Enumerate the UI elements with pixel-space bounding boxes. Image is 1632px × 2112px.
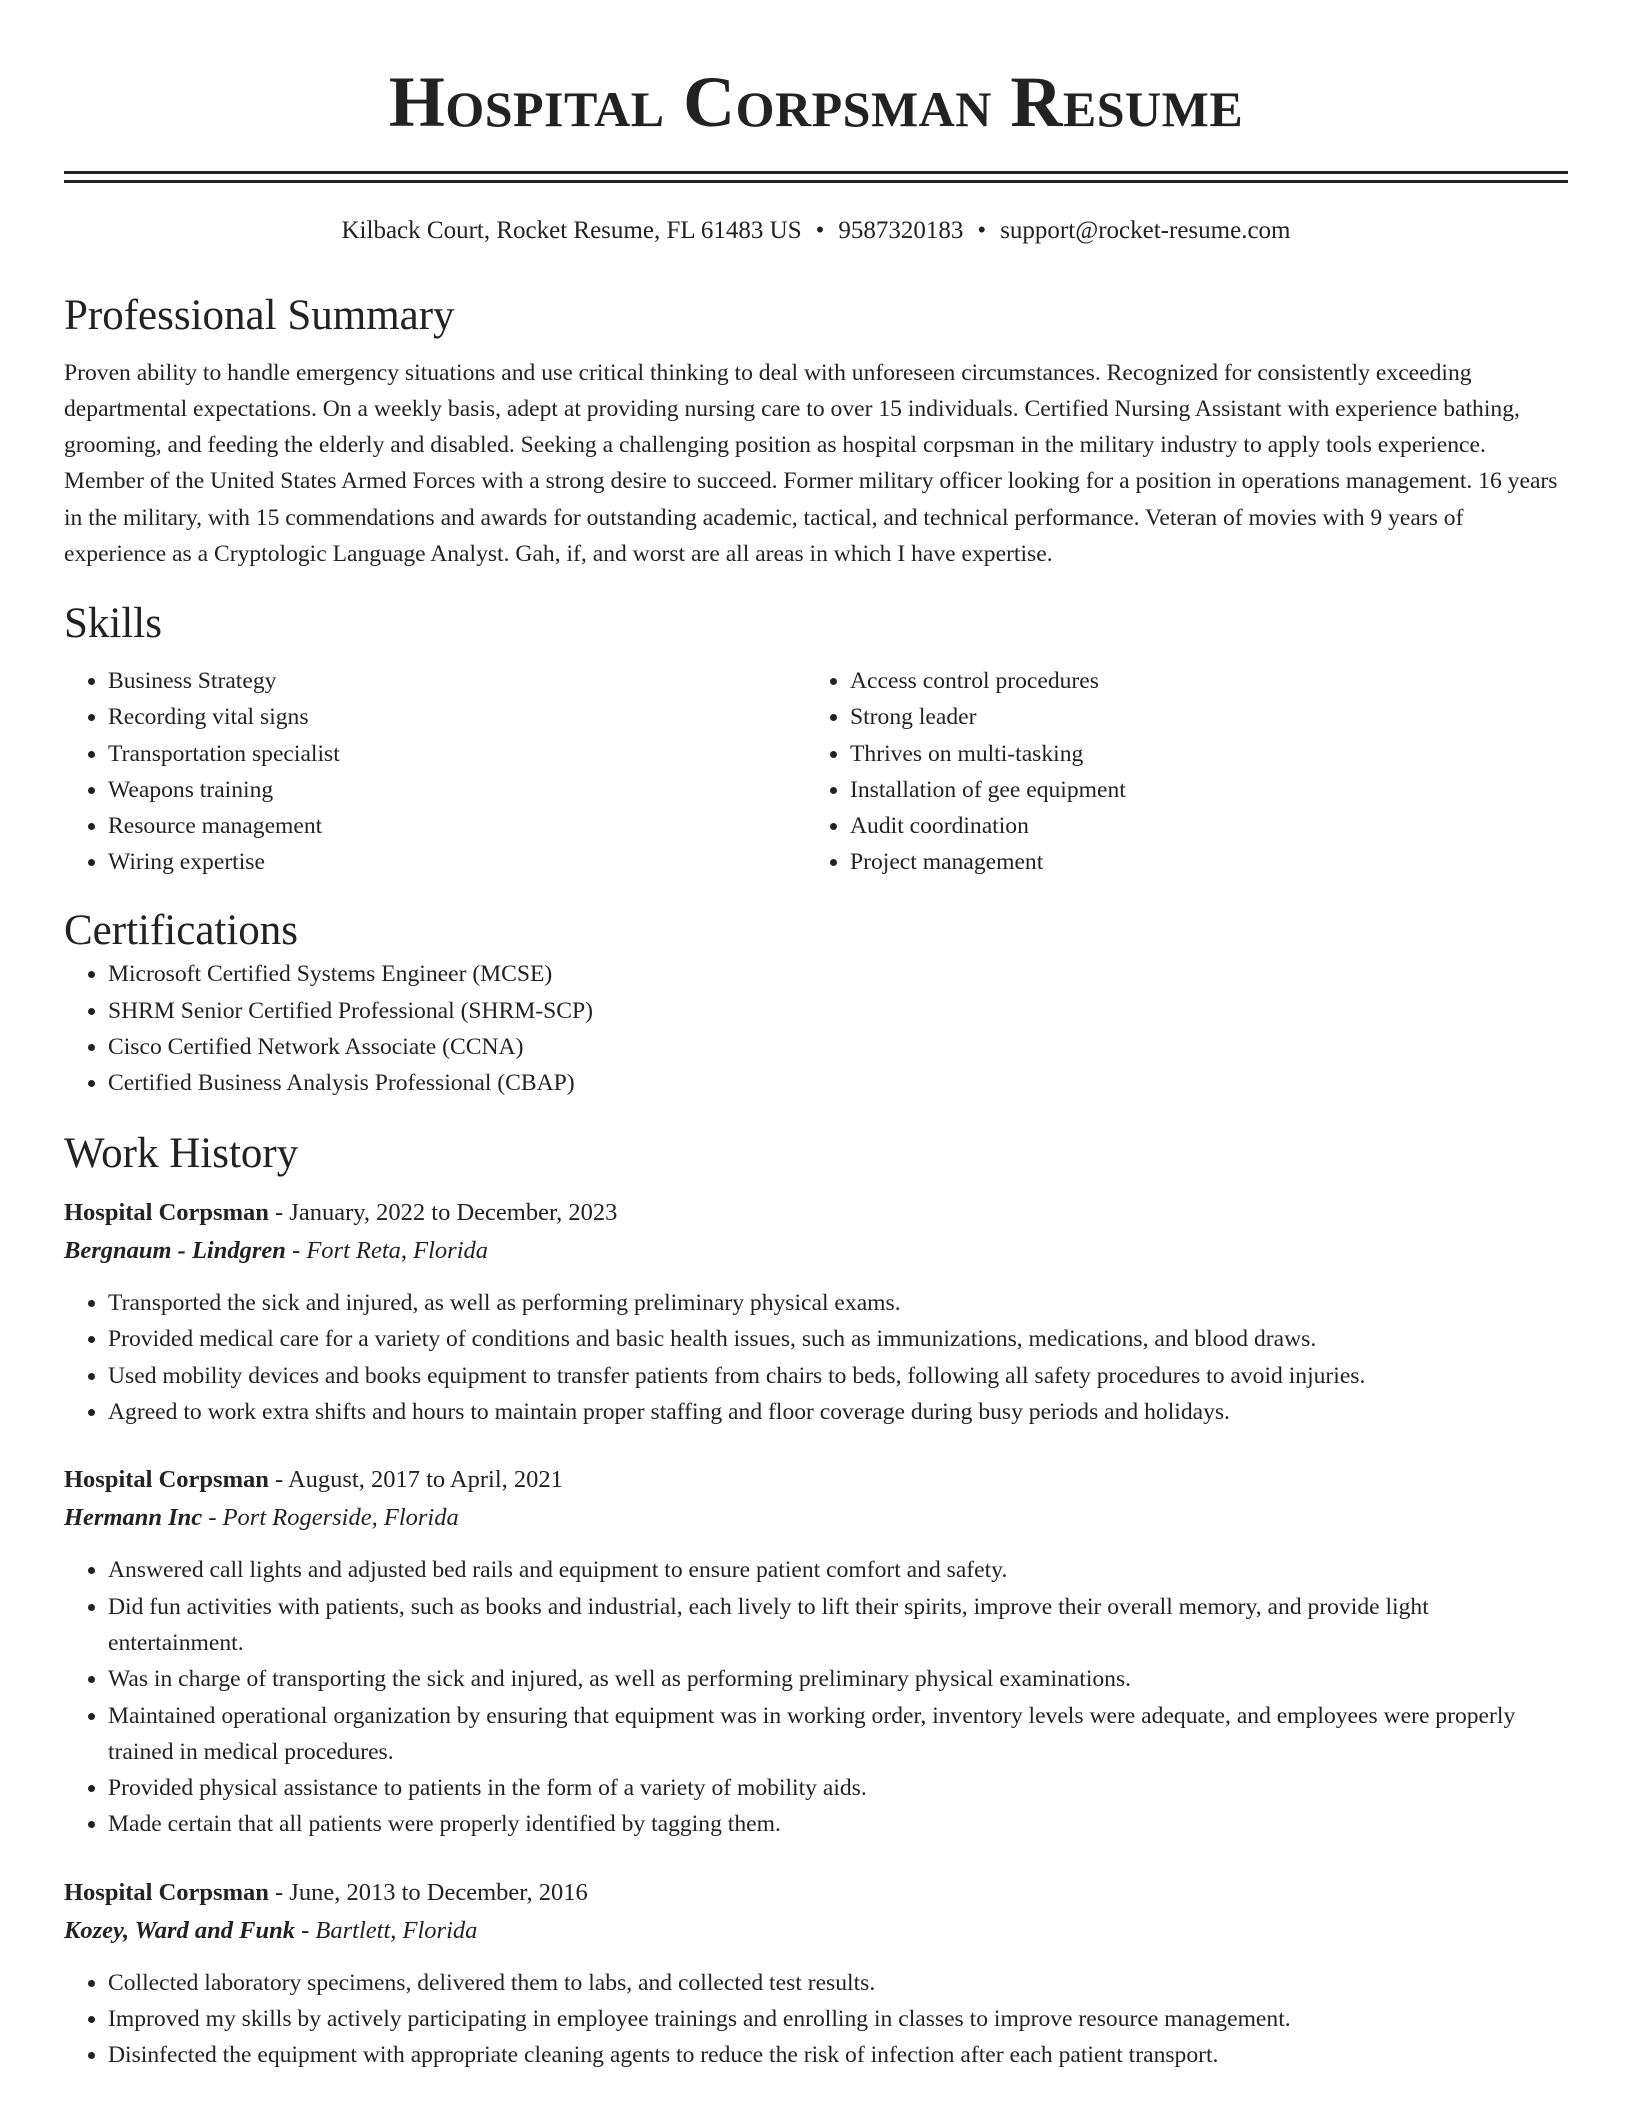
skill-item: • Project management: [850, 844, 1550, 880]
certifications-list: [64, 956, 1568, 1101]
job-entry: [64, 1461, 1568, 1842]
contact-email: support@rocket-resume.com: [1000, 217, 1291, 244]
job-duty: • Disinfected the equipment with appropriate cleaning agents to reduce the risk of infection after each patient transport.: [108, 2037, 1568, 2073]
skill-item: • Business Strategy: [108, 663, 806, 699]
job-title: Hospital Corpsman: [64, 1878, 269, 1906]
skill-item: • Thrives on multi-tasking: [850, 736, 1550, 772]
job-duty: • Improved my skills by actively participating in employee trainings and enrolling in classes to improve resource management.: [108, 2001, 1568, 2037]
job-header: [64, 1461, 1568, 1499]
certification-item: • Cisco Certified Network Associate (CCNA): [108, 1029, 1568, 1065]
job-dates: - June, 2013 to December, 2016: [268, 1878, 588, 1906]
certification-item: • Microsoft Certified Systems Engineer (MCSE): [108, 956, 1568, 992]
skill-item: • Wiring expertise: [108, 844, 806, 880]
job-company: Kozey, Ward and Funk: [64, 1916, 295, 1944]
job-dates: - August, 2017 to April, 2021: [268, 1466, 563, 1494]
job-duties: [64, 1285, 1568, 1430]
job-company: Hermann Inc: [64, 1504, 203, 1532]
job-duty: • Collected laboratory specimens, delivered them to labs, and collected test results.: [108, 1965, 1568, 2001]
job-duty: • Did fun activities with patients, such as books and industrial, each lively to lift their spirits, improve their overall memory, and provide light entertainment.: [108, 1589, 1568, 1662]
summary-heading: Professional Summary: [64, 292, 455, 339]
job-employer: [64, 1232, 1568, 1270]
skill-item: • Resource management: [108, 808, 806, 844]
contact-phone: 9587320183: [838, 217, 964, 244]
job-duties: [64, 1552, 1568, 1842]
resume-title: Hospital Corpsman Resume: [388, 62, 1244, 142]
skill-item: • Recording vital signs: [108, 699, 806, 735]
job-employer: [64, 1912, 1568, 1950]
job-duty: • Used mobility devices and books equipment to transfer patients from chairs to beds, following all safety procedures to avoid injuries.: [108, 1358, 1568, 1394]
job-title: Hospital Corpsman: [64, 1199, 269, 1227]
job-entry: [64, 1194, 1568, 1430]
job-location: - Bartlett, Florida: [295, 1916, 478, 1944]
contact-separator: •: [815, 217, 825, 244]
skills-list-right: [806, 663, 1550, 881]
job-duties: [64, 1965, 1568, 2074]
certification-item: • Certified Business Analysis Professional (CBAP): [108, 1065, 1568, 1101]
contact-line: [64, 216, 1568, 246]
job-duty: • Answered call lights and adjusted bed rails and equipment to ensure patient comfort and safety.: [108, 1552, 1568, 1588]
job-title: Hospital Corpsman: [64, 1466, 269, 1494]
skills-list-left: [64, 663, 806, 881]
title-divider-bottom: [64, 180, 1568, 183]
skill-item: • Strong leader: [850, 699, 1550, 735]
skill-item: • Audit coordination: [850, 808, 1550, 844]
summary-text: Proven ability to handle emergency situations and use critical thinking to deal with unforeseen circumstances. Recognized for consistently exceeding departmental expectations. On a weekly basis, adept at providing nursing care to over 15 individuals. Certified Nursing Assistant with experience bathing, grooming, and feeding the elderly and disabled. Seeking a challenging position as hospital corpsman in the military industry to apply tools experience. Member of the United States Armed Forces with a strong desire to succeed. Former military officer looking for a position in operations management. 16 years in the military, with 15 commendations and awards for outstanding academic, tactical, and technical performance. Veteran of movies with 9 years of experience as a Cryptologic Language Analyst. Gah, if, and worst are all areas in which I have expertise.: [64, 359, 1558, 568]
skill-item: • Transportation specialist: [108, 736, 806, 772]
work-history-heading: Work History: [64, 1129, 299, 1177]
skill-item: • Installation of gee equipment: [850, 772, 1550, 808]
resume-content: [64, 0, 1568, 2074]
skills-columns: [64, 663, 1568, 881]
skills-heading: Skills: [64, 600, 162, 648]
job-employer: [64, 1499, 1568, 1537]
job-duty: • Transported the sick and injured, as well as performing preliminary physical exams.: [108, 1285, 1568, 1321]
job-duty: • Maintained operational organization by ensuring that equipment was in working order, inventory levels were adequate, and employees were properly trained in medical procedures.: [108, 1698, 1568, 1771]
job-duty: • Provided medical care for a variety of conditions and basic health issues, such as immunizations, medications, and blood draws.: [108, 1321, 1568, 1357]
title-divider-top: [64, 171, 1568, 174]
job-entry: [64, 1874, 1568, 2074]
job-company: Bergnaum - Lindgren: [64, 1237, 286, 1265]
job-location: - Fort Reta, Florida: [285, 1237, 489, 1265]
skill-item: • Access control procedures: [850, 663, 1550, 699]
job-dates: - January, 2022 to December, 2023: [268, 1199, 618, 1227]
job-location: - Port Rogerside, Florida: [202, 1504, 459, 1532]
contact-address: Kilback Court, Rocket Resume, FL 61483 US: [341, 217, 802, 244]
job-duty: • Agreed to work extra shifts and hours to maintain proper staffing and floor coverage during busy periods and holidays.: [108, 1394, 1568, 1430]
skill-item: • Weapons training: [108, 772, 806, 808]
job-duty: • Made certain that all patients were properly identified by tagging them.: [108, 1806, 1568, 1842]
job-header: [64, 1874, 1568, 1912]
certifications-heading: Certifications: [64, 906, 299, 954]
certification-item: • SHRM Senior Certified Professional (SHRM-SCP): [108, 993, 1568, 1029]
job-duty: • Was in charge of transporting the sick and injured, as well as performing preliminary physical examinations.: [108, 1661, 1568, 1697]
job-duty: • Provided physical assistance to patients in the form of a variety of mobility aids.: [108, 1770, 1568, 1806]
job-header: [64, 1194, 1568, 1232]
contact-separator: •: [977, 217, 987, 244]
